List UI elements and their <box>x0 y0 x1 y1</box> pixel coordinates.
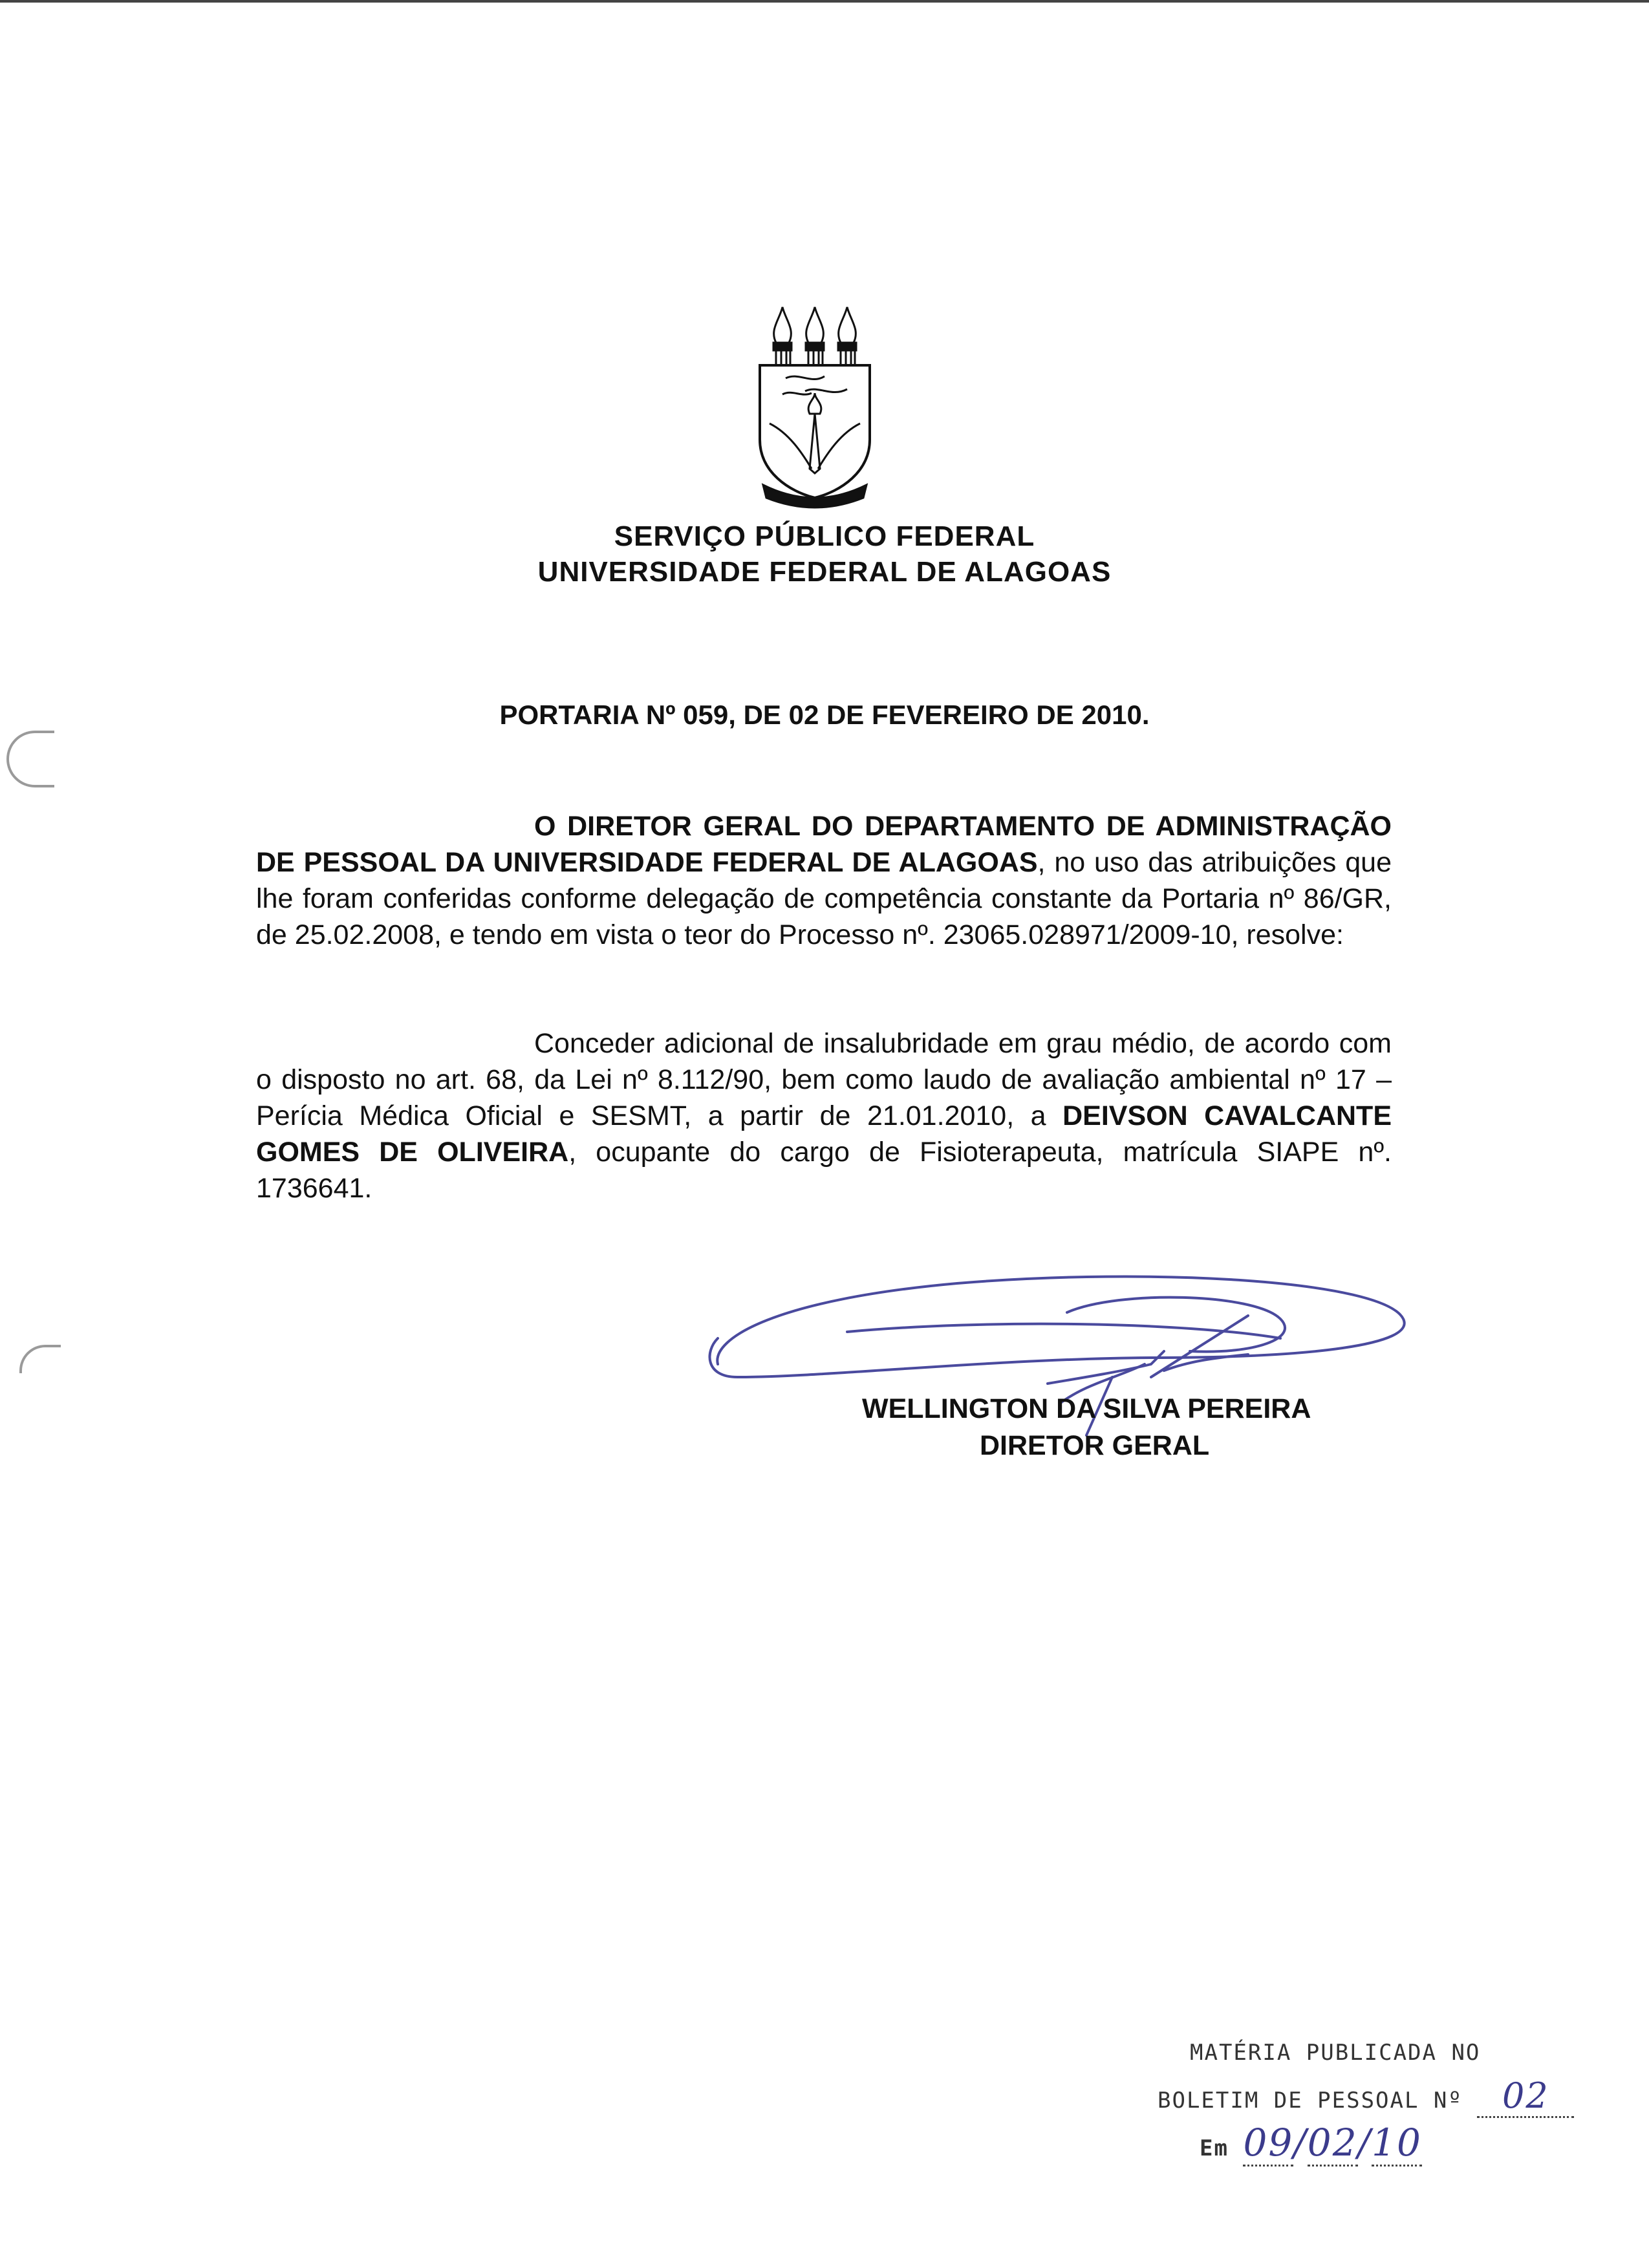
stamp-line-3 <box>1200 2121 1422 2165</box>
preamble-text: , no uso das atribuições que lhe foram conferidas conforme delegação de competência constante da Portaria nº 86/GR, de 25.02.2008, e tendo em vista o teor do Processo nº. 23065.028971/2009-10, resolve: <box>256 847 1392 950</box>
signatory-role: DIRETOR GERAL <box>980 1430 1210 1461</box>
resolution-text-after: , ocupante do cargo de Fisioterapeuta, matrícula SIAPE nº. 1736641. <box>256 1137 1392 1204</box>
scan-top-edge <box>0 0 1649 3</box>
resolution-text-before: Conceder adicional de insalubridade em grau médio, de acordo com o disposto no art. 68, da Lei nº 8.112/90, bem como laudo de avaliação ambiental nº 17 – Perícia Médica Oficial e SESMT, a partir de 21.01.2010, a <box>256 1028 1392 1131</box>
handwritten-signature <box>698 1248 1429 1461</box>
stamp-date-year: 10 <box>1372 2121 1422 2166</box>
stamp-date-day: 09 <box>1243 2121 1293 2166</box>
stamp-label-em: Em <box>1200 2135 1229 2161</box>
paragraph-preamble <box>256 808 1392 953</box>
document-title: PORTARIA Nº 059, DE 02 DE FEVEREIRO DE 2010. <box>499 700 1150 730</box>
stamp-date-month: 02 <box>1308 2121 1358 2166</box>
preamble-bold-lead: O DIRETOR GERAL DO DEPARTAMENTO DE ADMINISTRAÇÃO DE PESSOAL DA UNIVERSIDADE FEDERAL DE ALAGOAS <box>256 811 1392 878</box>
stamp-date-separator: / <box>1293 2121 1308 2165</box>
punch-hole-top <box>6 731 54 787</box>
university-crest-icon <box>750 304 879 511</box>
paragraph-resolution <box>256 1025 1392 1206</box>
header-line-1: SERVIÇO PÚBLICO FEDERAL <box>614 520 1035 552</box>
stamp-boletim-number: 02 <box>1477 2075 1574 2118</box>
stamp-date-separator: / <box>1357 2121 1372 2165</box>
stamp-line-2 <box>1158 2075 1574 2118</box>
signatory-name: WELLINGTON DA SILVA PEREIRA <box>862 1393 1311 1424</box>
stamp-line-1: MATÉRIA PUBLICADA NO <box>1190 2040 1481 2066</box>
punch-hole-bottom <box>19 1345 61 1373</box>
stamp-label-boletim: BOLETIM DE PESSOAL Nº <box>1158 2088 1463 2113</box>
beneficiary-name: DEIVSON CAVALCANTE GOMES DE OLIVEIRA <box>256 1100 1392 1168</box>
header-line-2: UNIVERSIDADE FEDERAL DE ALAGOAS <box>537 556 1112 588</box>
